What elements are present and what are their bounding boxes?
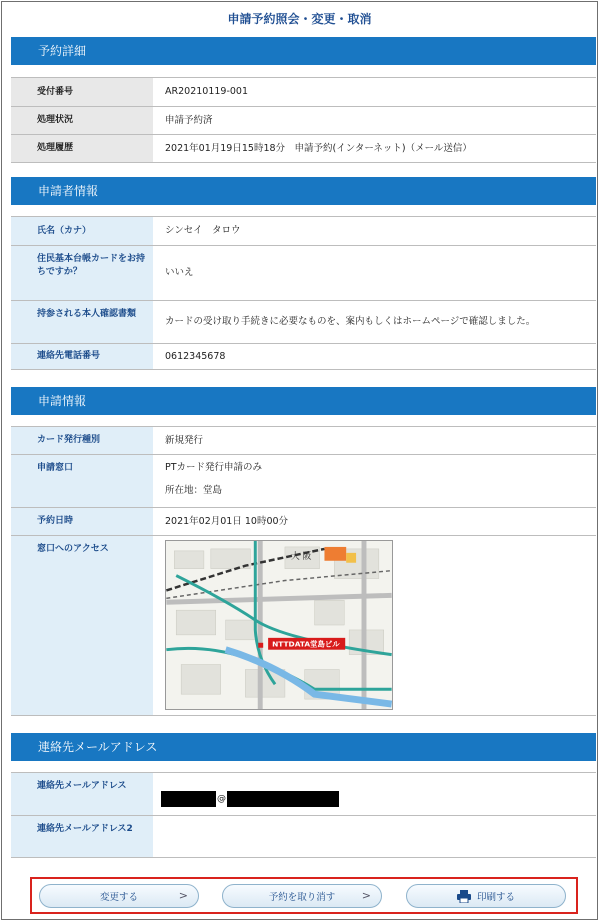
window-location: 所在地：堂島 <box>165 485 223 496</box>
card-issue-type: 新規発行 <box>165 434 204 446</box>
section-header-application: 申請情報 <box>11 387 596 415</box>
chevron-right-icon: > <box>178 889 188 902</box>
reservation-table <box>11 77 596 163</box>
at-sign: @ <box>217 794 226 804</box>
process-history: 2021年01月19日15時18分 申請予約(インターネット)（メール送信） <box>165 142 472 154</box>
table-row <box>11 78 596 107</box>
row-label: 連絡先電話番号 <box>11 344 153 369</box>
table-row <box>11 246 596 301</box>
change-button-label: 変更する <box>99 892 138 903</box>
table-row <box>11 217 596 246</box>
application-table <box>11 426 596 716</box>
window-name: PTカード発行申請のみ <box>165 462 263 473</box>
printer-icon <box>457 890 471 903</box>
table-row <box>11 508 596 536</box>
applicant-table <box>11 216 596 370</box>
table-row <box>11 427 596 455</box>
row-label: 処理状況 <box>11 107 153 134</box>
email-value <box>153 773 596 815</box>
table-row <box>11 135 596 163</box>
svg-text:大 阪: 大 阪 <box>290 551 312 562</box>
email2-value <box>153 816 596 857</box>
change-button[interactable] <box>39 884 199 908</box>
cancel-reservation-button[interactable] <box>222 884 382 908</box>
row-label: 受付番号 <box>11 78 153 106</box>
id-documents: カードの受け取り手続きに必要なものを、案内もしくはホームページで確認しました。 <box>165 316 536 327</box>
print-button[interactable] <box>406 884 566 908</box>
table-row <box>11 455 596 508</box>
access-map-image <box>165 540 393 710</box>
has-resident-card: いいえ <box>165 267 194 278</box>
table-row <box>11 344 596 370</box>
row-label: 持参される本人確認書類 <box>11 301 153 343</box>
phone-number: 0612345678 <box>165 350 226 362</box>
map-building-label: NTTDATA堂島ビル <box>272 639 340 649</box>
action-buttons-highlight <box>30 877 578 914</box>
page-title: 申請予約照会・変更・取消 <box>227 12 372 26</box>
row-label: 窓口へのアクセス <box>11 536 153 715</box>
reception-number: AR20210119-001 <box>165 86 249 97</box>
redacted-block <box>161 791 216 807</box>
section-header-applicant: 申請者情報 <box>11 177 596 205</box>
cancel-button-label: 予約を取り消す <box>268 892 336 903</box>
chevron-right-icon: > <box>361 889 371 902</box>
print-button-label: 印刷する <box>476 892 515 903</box>
table-row <box>11 536 596 716</box>
page-frame <box>1 1 598 920</box>
row-label: 住民基本台帳カードをお持ちですか？ <box>11 246 153 300</box>
table-row <box>11 301 596 344</box>
table-row <box>11 816 596 858</box>
section-header-reservation: 予約詳細 <box>11 37 596 65</box>
row-label: 処理履歴 <box>11 135 153 162</box>
row-label: 予約日時 <box>11 508 153 535</box>
table-row <box>11 773 596 816</box>
row-label: カード発行種別 <box>11 427 153 454</box>
application-window <box>153 455 596 507</box>
row-label: 連絡先メールアドレス <box>11 773 153 815</box>
email-table <box>11 772 596 858</box>
redacted-block <box>227 791 339 807</box>
row-label: 連絡先メールアドレス2 <box>11 816 153 857</box>
name-kana: シンセイ タロウ <box>165 225 241 236</box>
section-header-email: 連絡先メールアドレス <box>11 733 596 761</box>
row-label: 氏名（カナ） <box>11 217 153 245</box>
reservation-datetime: 2021年02月01日 10時00分 <box>165 515 289 527</box>
table-row <box>11 107 596 135</box>
process-status: 申請予約済 <box>165 114 213 126</box>
row-label: 申請窓口 <box>11 455 153 507</box>
